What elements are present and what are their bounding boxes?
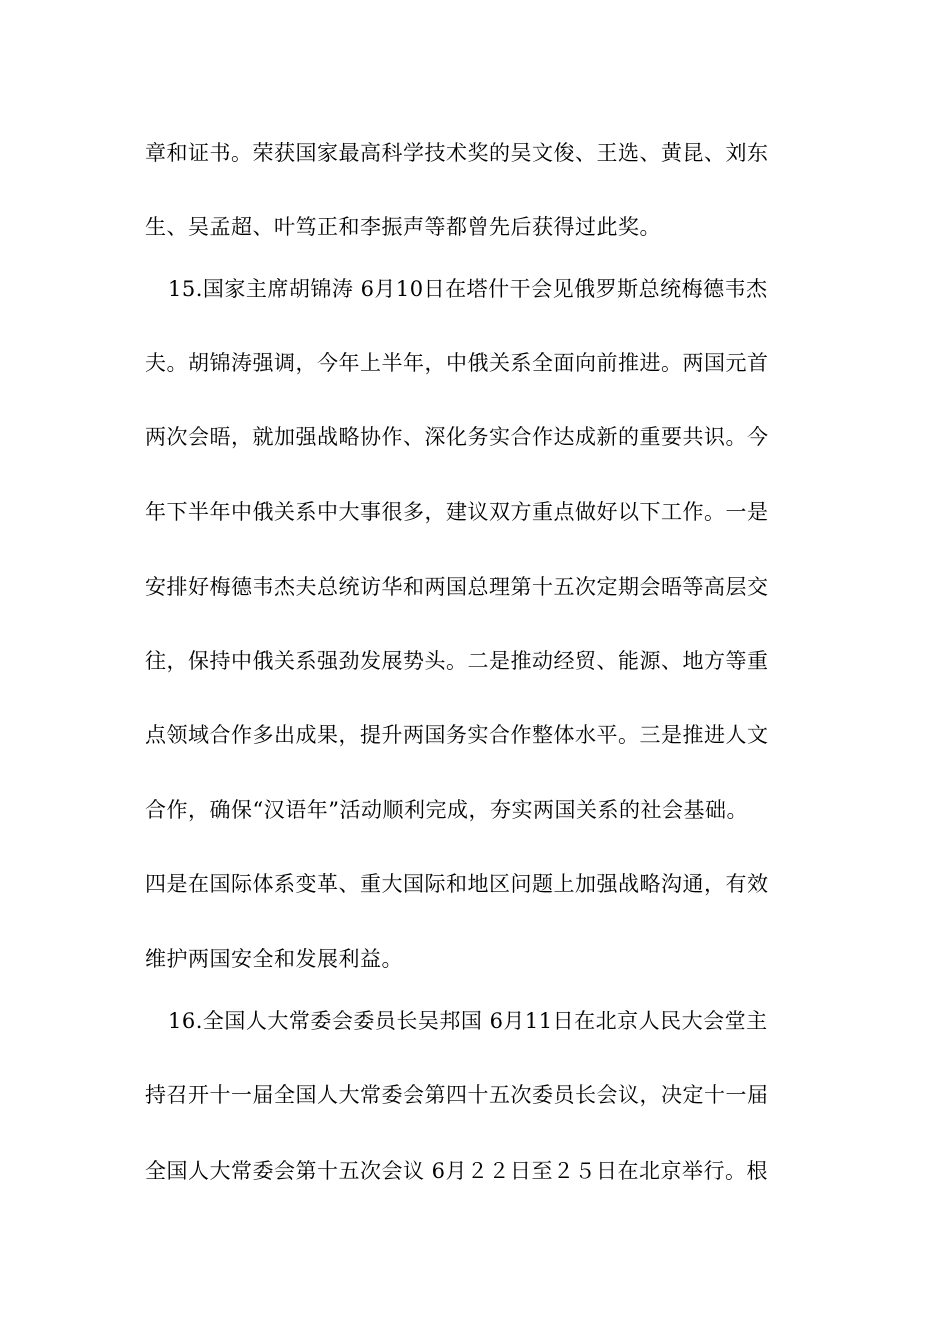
- text-line: 往，保持中俄关系强劲发展势头。二是推动经贸、能源、地方等重: [145, 649, 769, 673]
- paragraph-16-start: 16.全国人大常委会委员长吴邦国 6月11日在北京人民大会堂主: [168, 1009, 768, 1033]
- text-line: 四是在国际体系变革、重大国际和地区问题上加强战略沟通，有效: [145, 872, 769, 896]
- text-line: 夫。胡锦涛强调，今年上半年，中俄关系全面向前推进。两国元首: [145, 351, 769, 375]
- text-line: 持召开十一届全国人大常委会第四十五次委员长会议，决定十一届: [145, 1083, 769, 1107]
- text-line: 维护两国安全和发展利益。: [145, 947, 403, 971]
- text-line: 全国人大常委会第十五次会议 6月２２日至２５日在北京举行。根: [145, 1159, 769, 1183]
- text-line: 点领域合作多出成果，提升两国务实合作整体水平。三是推进人文: [145, 723, 769, 747]
- text-line: 合作，确保“汉语年”活动顺利完成，夯实两国关系的社会基础。: [145, 798, 748, 822]
- text-line: 章和证书。荣获国家最高科学技术奖的吴文俊、王选、黄昆、刘东: [145, 141, 769, 165]
- text-line: 安排好梅德韦杰夫总统访华和两国总理第十五次定期会晤等高层交: [145, 575, 769, 599]
- text-line: 年下半年中俄关系中大事很多，建议双方重点做好以下工作。一是: [145, 500, 769, 524]
- paragraph-15-start: 15.国家主席胡锦涛 6月10日在塔什干会见俄罗斯总统梅德韦杰: [168, 277, 768, 301]
- text-line: 两次会晤，就加强战略协作、深化务实合作达成新的重要共识。今: [145, 425, 769, 449]
- text-line: 生、吴孟超、叶笃正和李振声等都曾先后获得过此奖。: [145, 215, 661, 239]
